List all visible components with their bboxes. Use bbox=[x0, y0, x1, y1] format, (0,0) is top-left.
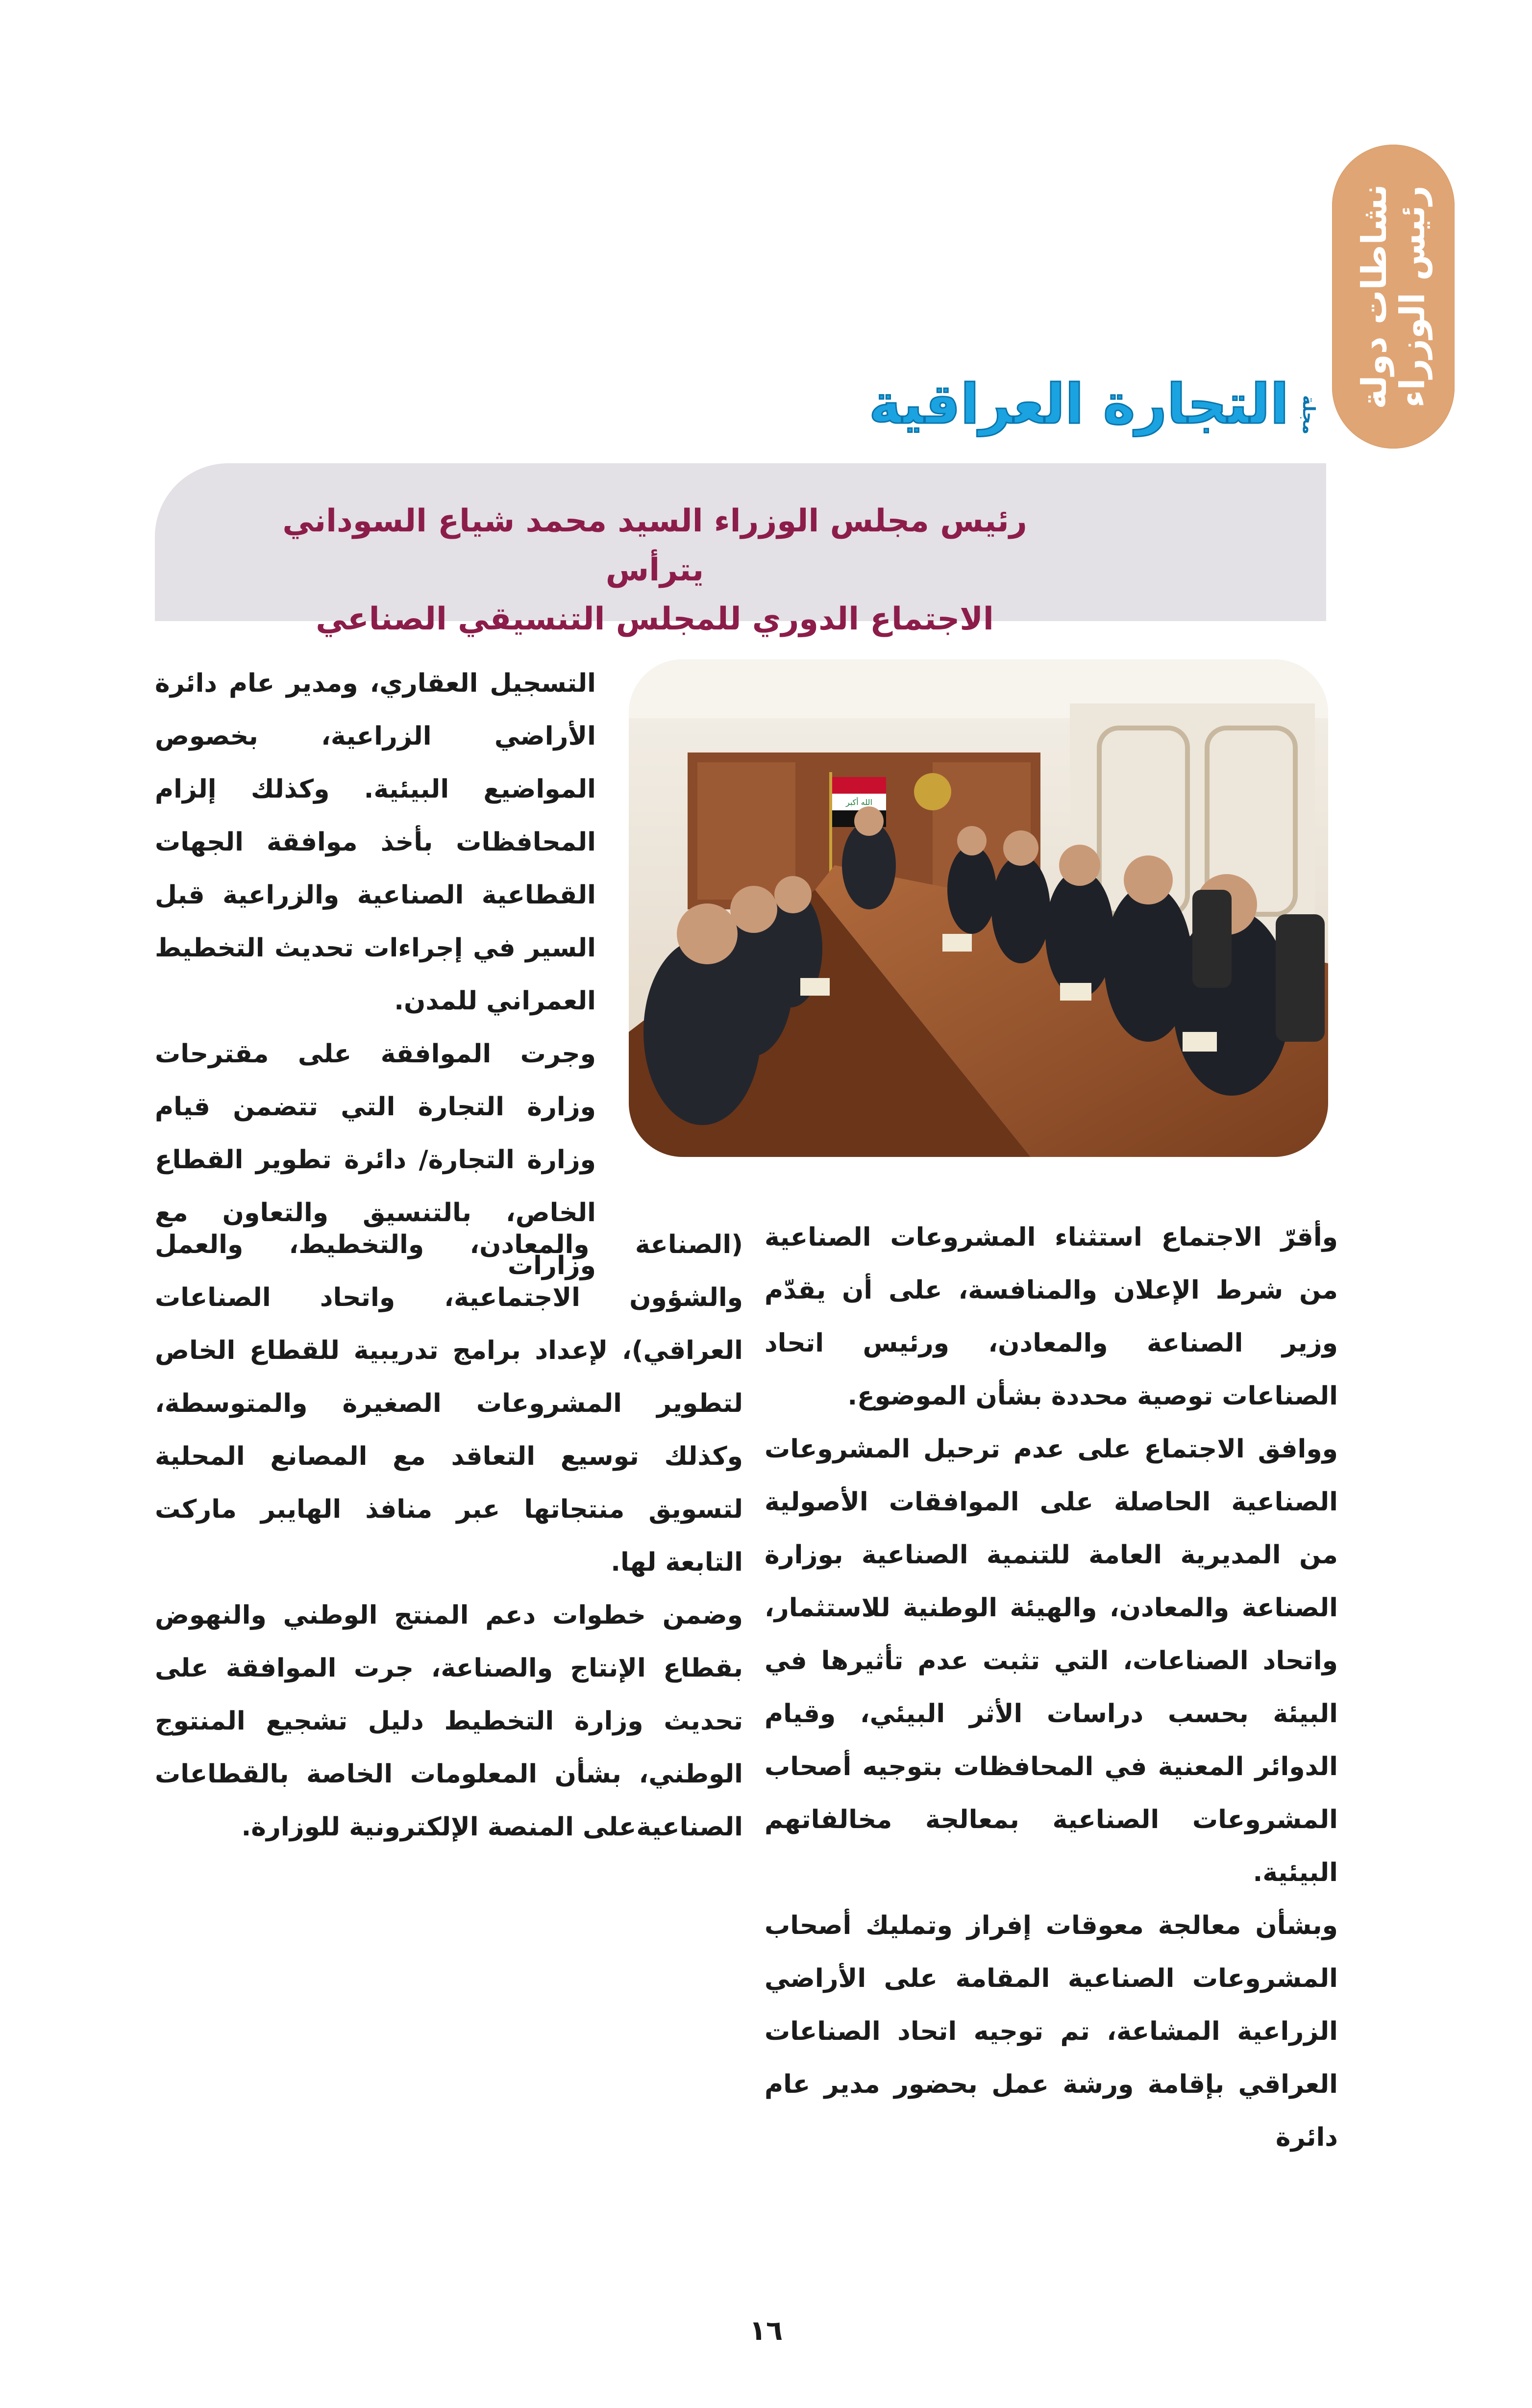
paragraph: وجرت الموافقة على مقترحات وزارة التجارة التي تتضمن قيام وزارة التجارة/ دائرة تطوير القطاع الخاص، بالتنسيق والتعاون مع وزارات bbox=[155, 1039, 596, 1280]
article-column-right bbox=[765, 1211, 1338, 2164]
magazine-logo bbox=[868, 373, 1318, 441]
paragraph: وأقرّ الاجتماع استثناء المشروعات الصناعية من شرط الإعلان والمنافسة، على أن يقدّم وزير الصناعة والمعادن، ورئيس اتحاد الصناعات توصية محددة بشأن الموضوع. bbox=[765, 1223, 1338, 1411]
article-column-left-top bbox=[155, 657, 596, 1292]
paragraph: ووافق الاجتماع على عدم ترحيل المشروعات الصناعية الحاصلة على الموافقات الأصولية من المديرية العامة للتنمية الصناعية بوزارة الصناعة والمعادن، والهيئة الوطنية للاستثمار، واتحاد الصناعات، التي تثبت عدم تأثيرها في البيئة بحسب دراسات الأثر البيئي، وقيام الدوائر المعنية في المحافظات بتوجيه أصحاب المشروعات الصناعية بمعالجة مخالفاتهم البيئية. bbox=[765, 1434, 1338, 1887]
paragraph: (الصناعة والمعادن، والتخطيط، والعمل والشؤون الاجتماعية، واتحاد الصناعات العراقي)، لإعداد برامج تدريبية للقطاع الخاص لتطوير المشروعات الصغيرة والمتوسطة، وكذلك توسيع التعاقد مع المصانع المحلية لتسويق منتجاتها عبر منافذ الهايبر ماركت التابعة لها. bbox=[155, 1230, 743, 1577]
paragraph: التسجيل العقاري، ومدير عام دائرة الأراضي الزراعية، بخصوص المواضيع البيئية. وكذلك إلزام المحافظات بأخذ موافقة الجهات القطاعية الصناعية والزراعية قبل السير في إجراءات تحديث التخطيط العمراني للمدن. bbox=[155, 669, 596, 1016]
title-line-2: الاجتماع الدوري للمجلس التنسيقي الصناعي bbox=[316, 601, 994, 637]
meeting-photo bbox=[629, 659, 1328, 1157]
paragraph: وضمن خطوات دعم المنتج الوطني والنهوض بقطاع الإنتاج والصناعة، جرت الموافقة على تحديث وزارة التخطيط دليل تشجيع المنتوج الوطني، بشأن المعلومات الخاصة بالقطاعات الصناعيةعلى المنصة الإلكترونية للوزارة. bbox=[155, 1601, 743, 1842]
flag-text: الله أكبر bbox=[846, 798, 872, 807]
logo-small-text: مجلة bbox=[1299, 395, 1318, 435]
title-line-1: رئيس مجلس الوزراء السيد محمد شياع السوداني يترأس bbox=[282, 503, 1027, 588]
section-tab-label: نشاطات دولة رئيس الوزراء bbox=[1354, 184, 1433, 409]
article-title bbox=[238, 497, 1071, 644]
section-tab bbox=[1332, 145, 1455, 449]
meeting-photo-illustration bbox=[629, 659, 1328, 1157]
title-banner bbox=[155, 463, 1326, 637]
logo-main-text: التجارة العراقية bbox=[868, 373, 1289, 436]
article-column-left-bottom bbox=[155, 1218, 743, 1854]
page-number: ١٦ bbox=[749, 2315, 783, 2347]
paragraph: وبشأن معالجة معوقات إفراز وتمليك أصحاب المشروعات الصناعية المقامة على الأراضي الزراعية المشاعة، تم توجيه اتحاد الصناعات العراقي بإقامة ورشة عمل بحضور مدير عام دائرة bbox=[765, 1911, 1338, 2152]
